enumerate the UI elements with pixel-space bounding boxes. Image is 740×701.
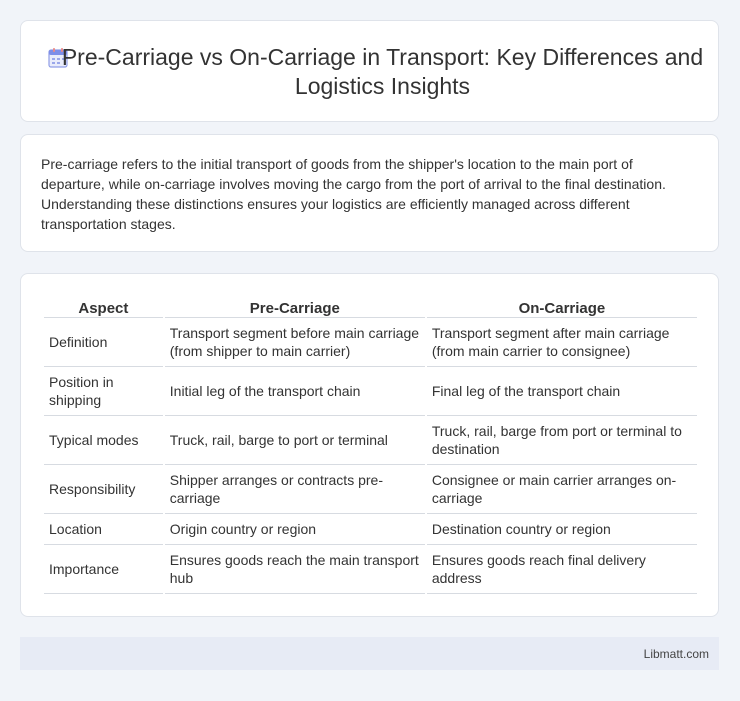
row-aspect: Location: [44, 514, 163, 545]
row-pre-carriage: Ensures goods reach the main transport hub: [165, 545, 425, 594]
intro-card: [20, 134, 719, 252]
row-aspect: Typical modes: [44, 416, 163, 465]
footer-bar: [20, 637, 719, 670]
row-pre-carriage: Origin country or region: [165, 514, 425, 545]
row-pre-carriage: Truck, rail, barge to port or terminal: [165, 416, 425, 465]
row-on-carriage: Transport segment after main carriage (from main carrier to consignee): [427, 318, 697, 367]
header-aspect: Aspect: [44, 296, 163, 318]
header-on-carriage: On-Carriage: [427, 296, 697, 318]
row-pre-carriage: Initial leg of the transport chain: [165, 367, 425, 416]
table-row: [44, 514, 697, 545]
row-aspect: Responsibility: [44, 465, 163, 514]
footer-site-link[interactable]: Libmatt.com: [643, 647, 709, 661]
row-on-carriage: Truck, rail, barge from port or terminal to destination: [427, 416, 697, 465]
intro-paragraph: Pre-carriage refers to the initial transport of goods from the shipper's location to the main port of departure, while on-carriage involves moving the cargo from the port of arrival to the final destination. Understanding these distinctions ensures your logistics are efficiently managed across different transportation stages.: [41, 156, 666, 232]
row-aspect: Importance: [44, 545, 163, 594]
comparison-card: [20, 273, 719, 617]
row-pre-carriage: Shipper arranges or contracts pre-carriage: [165, 465, 425, 514]
row-on-carriage: Consignee or main carrier arranges on-carriage: [427, 465, 697, 514]
row-aspect: Definition: [44, 318, 163, 367]
row-pre-carriage: Transport segment before main carriage (from shipper to main carrier): [165, 318, 425, 367]
row-on-carriage: Final leg of the transport chain: [427, 367, 697, 416]
table-row: [44, 318, 697, 367]
comparison-table: [42, 296, 699, 594]
row-aspect: Position in shipping: [44, 367, 163, 416]
row-on-carriage: Ensures goods reach final delivery address: [427, 545, 697, 594]
table-row: [44, 416, 697, 465]
row-on-carriage: Destination country or region: [427, 514, 697, 545]
page-title: [21, 43, 718, 101]
header-pre-carriage: Pre-Carriage: [165, 296, 425, 318]
title-card: [20, 20, 719, 122]
table-row: [44, 367, 697, 416]
table-header-row: [44, 296, 697, 318]
page-title-text: Pre-Carriage vs On-Carriage in Transport: Key Differences and Logistics Insights: [61, 44, 704, 99]
table-row: [44, 545, 697, 594]
table-row: [44, 465, 697, 514]
